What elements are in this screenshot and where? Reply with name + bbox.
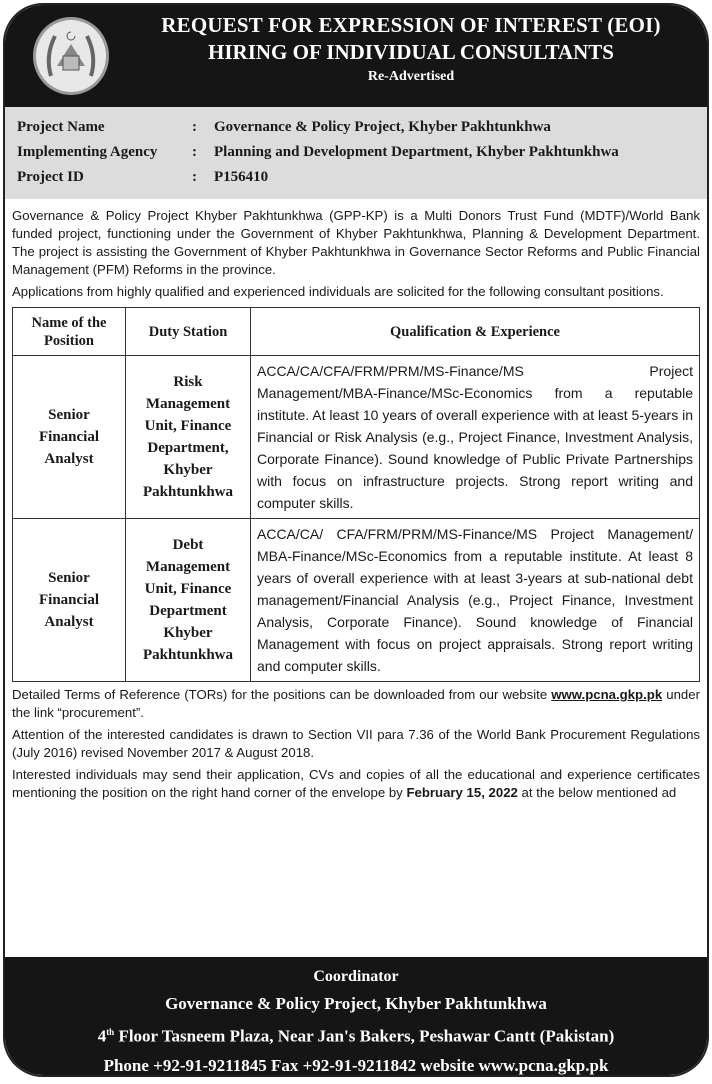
body <box>5 199 707 802</box>
tor-paragraph <box>12 686 700 722</box>
subtitle: HIRING OF INDIVIDUAL CONSULTANTS <box>208 40 614 64</box>
info-row-agency <box>17 140 695 165</box>
column-header: Duty Station <box>126 308 251 356</box>
coordinator-title: Coordinator <box>313 968 399 985</box>
info-row-project-id <box>17 165 695 190</box>
table-row <box>13 519 700 682</box>
government-emblem-logo <box>33 17 109 95</box>
info-value: Planning and Development Department, Khyber Pakhtunkhwa <box>214 144 619 160</box>
apply-text: Interested individuals may send their application, CVs and copies of all the educational and experience certificates mentioning the position on the right hand corner of the envelope by <box>12 767 700 800</box>
intro-paragraph: Governance & Policy Project Khyber Pakhtunkhwa (GPP-KP) is a Multi Donors Trust Fund (MDTF)/World Bank funded project, functioning under the Government of Khyber Pakhtunkhwa, Planning & Development Department. The project is assisting the Government of Khyber Pakhtunkhwa in Governance Sector Reforms and Public Financial Management (PFM) Reforms in the province. <box>12 208 700 277</box>
info-row-project-name <box>17 115 695 140</box>
column-header: Name of the Position <box>13 308 126 356</box>
column-header: Qualification & Experience <box>251 308 700 356</box>
apply-paragraph <box>12 766 700 802</box>
qualification-cell: ACCA/CA/CFA/FRM/PRM/MS-Finance/MS Project Management/MBA-Finance/MSc-Economics from a reputable institute. At least 10 years of overall experience with at least 5-years in Financial or Risk Analysis (e.g., Project Finance, Investment Analysis, Corporate Finance). Sound knowledge of Public Private Partnerships with focus on infrastructure projects. Strong report writing and computer skills. <box>251 356 700 519</box>
contact-footer <box>5 957 707 1075</box>
deadline: February 15, 2022 <box>406 785 518 800</box>
project-info <box>5 107 707 199</box>
floor-number: 4 <box>97 1026 107 1046</box>
re-advertised-label: Re-Advertised <box>367 69 455 84</box>
info-value: P156410 <box>214 169 269 185</box>
header <box>5 5 707 107</box>
address-line <box>5 1018 707 1051</box>
table-header-row <box>13 308 700 356</box>
info-label: Implementing Agency <box>17 144 158 160</box>
table-row <box>13 356 700 519</box>
apply-tail: at the below mentioned ad <box>517 785 677 800</box>
info-sep: : <box>192 119 197 135</box>
position-cell: Senior Financial Analyst <box>13 356 126 519</box>
qualification-cell: ACCA/CA/ CFA/FRM/PRM/MS-Finance/MS Project Management/ MBA-Finance/MSc-Economics from a reputable institute. At least 8 years of overall experience with at least 3-years at sub-national debt management/Financial Analysis (e.g., Project Finance, Investment Analysis, Corporate Finance). Sound knowledge of Financial Management with focus on project appraisals. Strong report writing and computer skills. <box>251 519 700 682</box>
info-sep: : <box>192 169 197 185</box>
positions-table <box>12 307 700 682</box>
duty-station-cell: Risk Management Unit, Finance Department, Khyber Pakhtunkhwa <box>126 356 251 519</box>
contact-line: Phone +92-91-9211845 Fax +92-91-9211842 website www.pcna.gkp.pk <box>103 1055 609 1075</box>
info-value: Governance & Policy Project, Khyber Pakhtunkhwa <box>214 119 551 135</box>
tor-text: Detailed Terms of Reference (TORs) for the positions can be downloaded from our website <box>12 687 552 702</box>
floor-suffix: th <box>106 1027 115 1037</box>
info-label: Project ID <box>17 169 84 185</box>
position-cell: Senior Financial Analyst <box>13 519 126 682</box>
website-link[interactable]: www.pcna.gkp.pk <box>551 687 663 702</box>
info-label: Project Name <box>17 119 105 135</box>
title: REQUEST FOR EXPRESSION OF INTEREST (EOI) <box>161 13 661 37</box>
intro-paragraph: Applications from highly qualified and experienced individuals are solicited for the following consultant positions. <box>12 284 664 299</box>
address-text: Floor Tasneem Plaza, Near Jan's Bakers, Peshawar Cantt (Pakistan) <box>114 1026 615 1046</box>
advertisement <box>3 3 709 1077</box>
duty-station-cell: Debt Management Unit, Finance Department Khyber Pakhtunkhwa <box>126 519 251 682</box>
project-name-line: Governance & Policy Project, Khyber Pakhtunkhwa <box>165 994 547 1013</box>
info-sep: : <box>192 144 197 160</box>
attention-paragraph: Attention of the interested candidates is drawn to Section VII para 7.36 of the World Bank Procurement Regulations (July 2016) revised November 2017 & August 2018. <box>12 727 700 760</box>
tor-tail: under the link “procurement”. <box>12 687 700 720</box>
